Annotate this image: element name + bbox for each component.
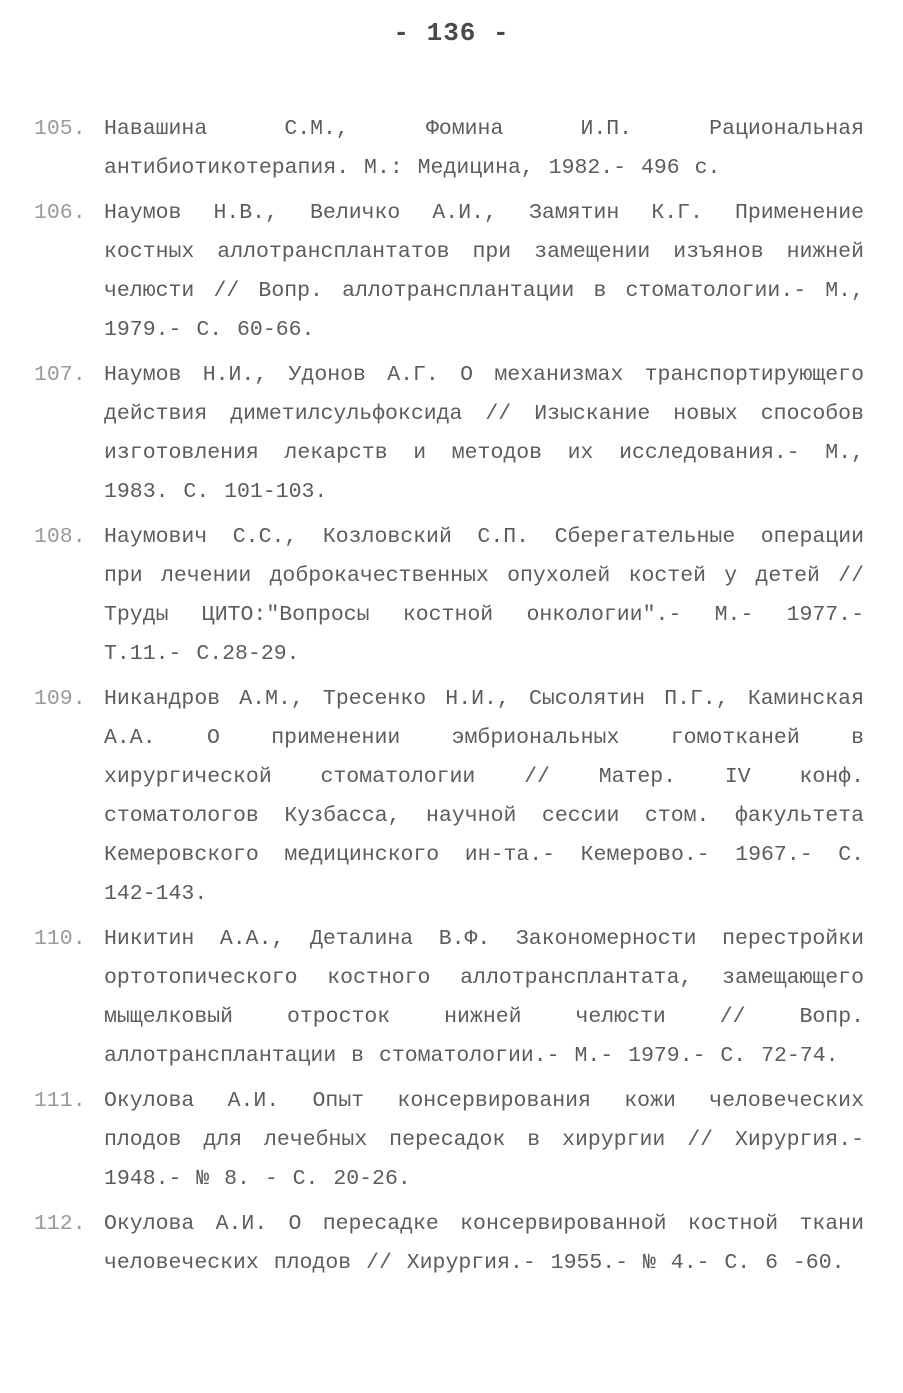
reference-number: 108. [34,525,86,549]
reference-item [34,920,864,1076]
reference-item [34,356,864,512]
reference-item [34,1205,864,1283]
reference-text: Никандров А.М., Тресенко Н.И., Сысолятин П.Г., Каминская А.А. О применении эмбриональных гомотканей в хирургической стоматологии // Матер. IV конф. стоматологов Кузбасса, научной сессии стом. факультета Кемеровского медицинского ин-та.- Кемерово.- 1967.- С. 142-143. [104,687,864,906]
reference-text: Наумов Н.И., Удонов А.Г. О механизмах транспортирующего действия диметилсульфоксида // Изыскание новых способов изготовления лекарств и методов их исследования.- М., 1983. С. 101-103. [104,363,864,504]
reference-number: 109. [34,687,86,711]
reference-text: Наумов Н.В., Величко А.И., Замятин К.Г. Применение костных аллотрансплантатов при замещении изъянов нижней челюсти // Вопр. аллотрансплантации в стоматологии.- М., 1979.- С. 60-66. [104,201,864,342]
reference-item [34,194,864,350]
reference-item [34,518,864,674]
reference-list [34,110,864,1289]
reference-text: Окулова А.И. О пересадке консервированной костной ткани человеческих плодов // Хирургия.- 1955.- № 4.- С. 6 -60. [104,1212,864,1275]
reference-number: 110. [34,927,86,951]
reference-number: 106. [34,201,86,225]
reference-item [34,110,864,188]
reference-number: 105. [34,117,86,141]
reference-item [34,1082,864,1199]
reference-text: Навашина С.М., Фомина И.П. Рациональная антибиотикотерапия. М.: Медицина, 1982.- 496 с. [104,117,864,180]
page-number: - 136 - [393,18,510,48]
reference-text: Наумович С.С., Козловский С.П. Сберегательные операции при лечении доброкачественных опухолей костей у детей // Труды ЦИТО:"Вопросы костной онкологии".- М.- 1977.- Т.11.- С.28-29. [104,525,864,666]
reference-number: 111. [34,1089,86,1113]
reference-text: Никитин А.А., Деталина В.Ф. Закономерности перестройки ортотопического костного аллотрансплантата, замещающего мыщелковый отросток нижней челюсти // Вопр. аллотрансплантации в стоматологии.- М.- 1979.- С. 72-74. [104,927,864,1068]
reference-item [34,680,864,914]
reference-number: 107. [34,363,86,387]
reference-text: Окулова А.И. Опыт консервирования кожи человеческих плодов для лечебных пересадок в хирургии // Хирургия.- 1948.- № 8. - С. 20-26. [104,1089,864,1191]
reference-number: 112. [34,1212,86,1236]
